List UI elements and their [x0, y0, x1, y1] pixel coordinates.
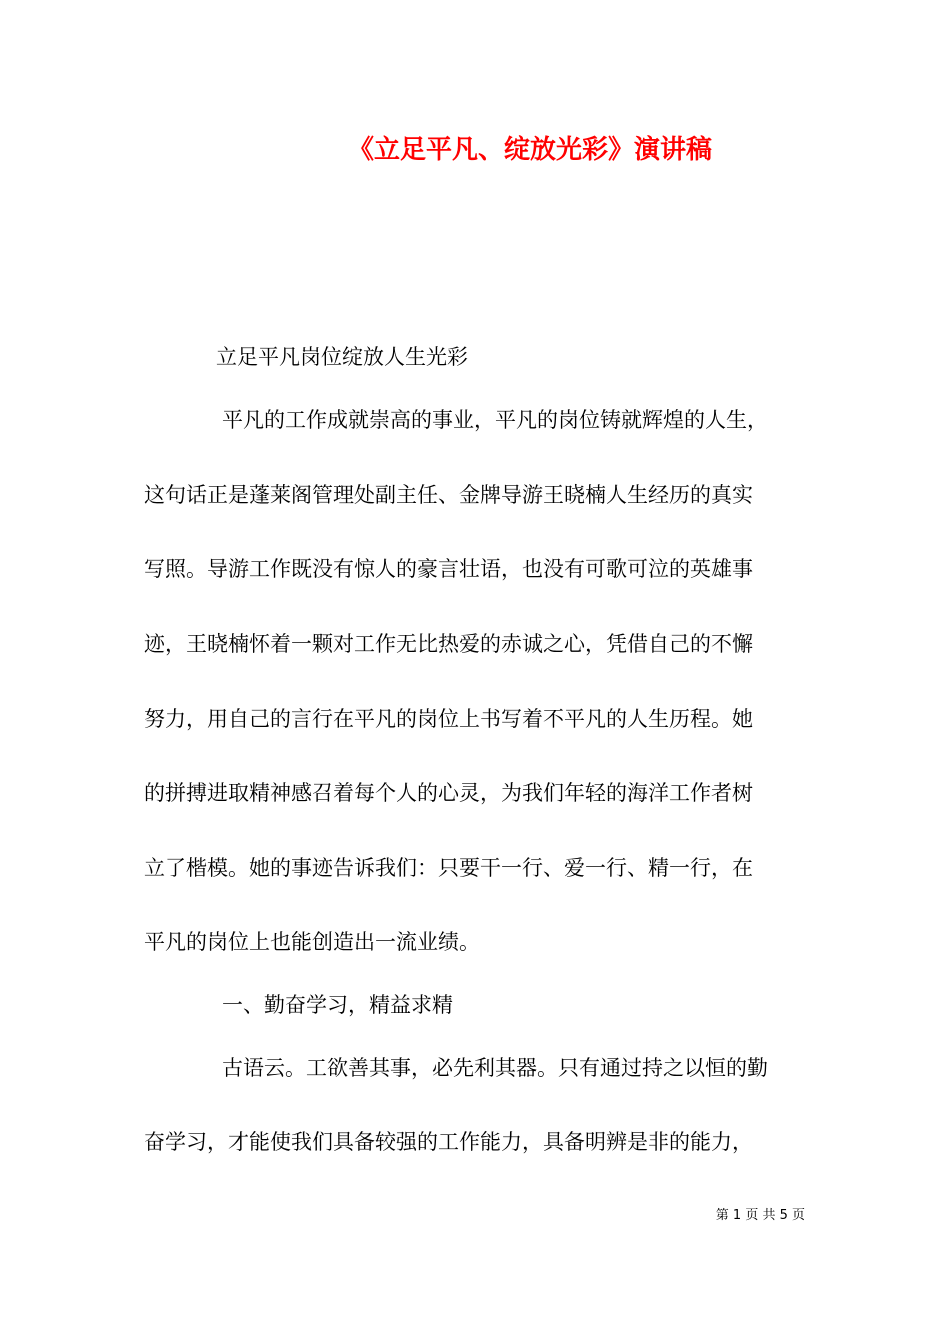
speech-subtitle: 立足平凡岗位绽放人生光彩 [216, 345, 468, 369]
paragraph-line: 奋学习，才能使我们具备较强的工作能力，具备明辨是非的能力， [144, 1130, 753, 1154]
paragraph-line: 的拼搏进取精神感召着每个人的心灵，为我们年轻的海洋工作者树 [144, 781, 753, 805]
page-footer: 第 1 页 共 5 页 [715, 1208, 805, 1223]
document-title: 《立足平凡、绽放光彩》演讲稿 [347, 135, 712, 165]
paragraph-line: 平凡的岗位上也能创造出一流业绩。 [144, 930, 480, 954]
paragraph-line: 古语云。工欲善其事，必先利其器。只有通过持之以恒的勤 [222, 1056, 768, 1080]
paragraph-line: 这句话正是蓬莱阁管理处副主任、金牌导游王晓楠人生经历的真实 [144, 483, 753, 507]
section-heading: 一、勤奋学习，精益求精 [222, 993, 453, 1017]
paragraph-line: 努力，用自己的言行在平凡的岗位上书写着不平凡的人生历程。她 [144, 707, 753, 731]
paragraph-line: 立了楷模。她的事迹告诉我们：只要干一行、爱一行、精一行，在 [144, 856, 753, 880]
paragraph-line: 平凡的工作成就崇高的事业，平凡的岗位铸就辉煌的人生， [222, 408, 768, 432]
paragraph-line: 迹，王晓楠怀着一颗对工作无比热爱的赤诚之心，凭借自己的不懈 [144, 632, 753, 656]
paragraph-line: 写照。导游工作既没有惊人的豪言壮语，也没有可歌可泣的英雄事 [144, 557, 753, 581]
